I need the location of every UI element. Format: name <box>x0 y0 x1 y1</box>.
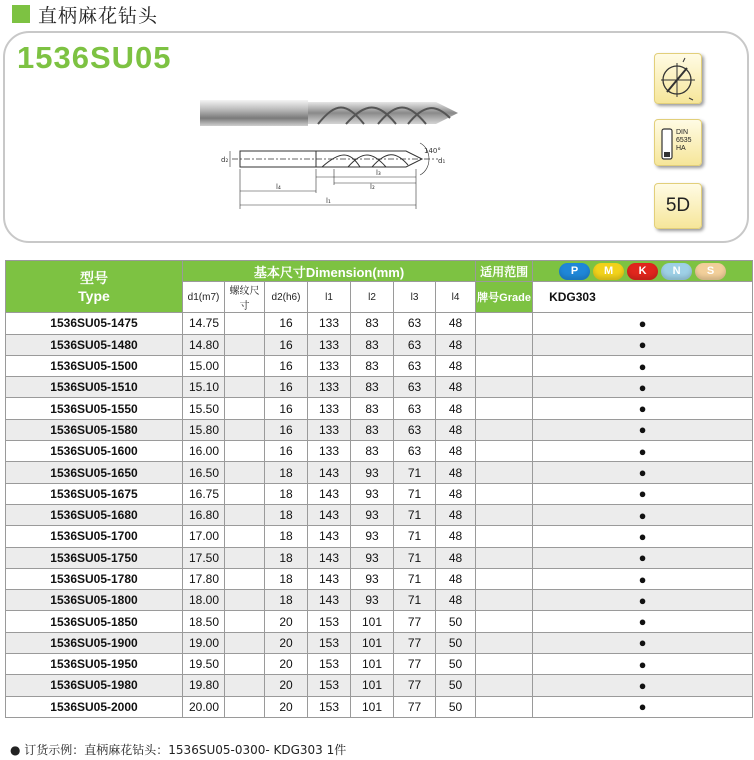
grade-label: 牌号Grade <box>476 282 533 313</box>
l4-cell: 48 <box>436 462 476 483</box>
d2-cell: 16 <box>265 377 308 398</box>
l1-cell: 153 <box>308 675 351 696</box>
label-d2: d₂ <box>221 156 229 164</box>
drill-technical-drawing <box>210 113 448 213</box>
type-cell: 1536SU05-1600 <box>6 441 183 462</box>
table-row <box>6 590 753 611</box>
col-l3: l3 <box>394 282 436 313</box>
table-row <box>6 313 753 334</box>
dimension-header: 基本尺寸Dimension(mm) <box>183 261 476 282</box>
grade-mark-cell: ● <box>533 590 753 611</box>
d2-cell: 18 <box>265 504 308 525</box>
l2-cell: 83 <box>351 398 394 419</box>
grade-mark-cell: ● <box>533 611 753 632</box>
l4-cell: 48 <box>436 398 476 419</box>
l1-cell: 133 <box>308 313 351 334</box>
thread-cell <box>225 334 265 355</box>
d1-cell: 18.50 <box>183 611 225 632</box>
label-l2: l₂ <box>370 183 375 191</box>
l2-cell: 83 <box>351 313 394 334</box>
thread-cell <box>225 611 265 632</box>
d2-cell: 18 <box>265 526 308 547</box>
d2-cell: 16 <box>265 355 308 376</box>
d2-cell: 20 <box>265 632 308 653</box>
type-header-cn: 型号 <box>80 269 108 286</box>
label-l1: l₁ <box>326 197 331 205</box>
table-row <box>6 675 753 696</box>
l3-cell: 63 <box>394 441 436 462</box>
grade-mark-cell: ● <box>533 334 753 355</box>
l1-cell: 143 <box>308 590 351 611</box>
l4-cell: 48 <box>436 313 476 334</box>
table-row <box>6 483 753 504</box>
order-example-note: ● 订货示例：直柄麻花钻头：1536SU05-0300- KDG303 1件 <box>10 743 347 757</box>
d1-cell: 19.50 <box>183 654 225 675</box>
section-marker <box>12 5 30 23</box>
thread-cell <box>225 568 265 589</box>
l1-cell: 153 <box>308 654 351 675</box>
table-row <box>6 334 753 355</box>
d1-cell: 17.50 <box>183 547 225 568</box>
table-row <box>6 611 753 632</box>
range-cell <box>476 696 533 717</box>
type-cell: 1536SU05-1675 <box>6 483 183 504</box>
d1-cell: 15.50 <box>183 398 225 419</box>
table-row <box>6 632 753 653</box>
l2-cell: 83 <box>351 377 394 398</box>
grade-mark-cell: ● <box>533 696 753 717</box>
l1-cell: 143 <box>308 547 351 568</box>
grade-mark-cell: ● <box>533 568 753 589</box>
thread-cell <box>225 654 265 675</box>
grade-mark-cell: ● <box>533 355 753 376</box>
type-cell: 1536SU05-1980 <box>6 675 183 696</box>
table-row <box>6 398 753 419</box>
l4-cell: 48 <box>436 377 476 398</box>
l4-cell: 50 <box>436 696 476 717</box>
grade-value: KDG303 <box>533 282 753 313</box>
d1-cell: 17.00 <box>183 526 225 547</box>
grade-mark-cell: ● <box>533 632 753 653</box>
l4-cell: 48 <box>436 441 476 462</box>
range-cell <box>476 441 533 462</box>
type-cell: 1536SU05-1580 <box>6 419 183 440</box>
l2-cell: 93 <box>351 526 394 547</box>
thread-cell <box>225 355 265 376</box>
col-l4: l4 <box>436 282 476 313</box>
type-header <box>6 261 183 313</box>
section-title: 直柄麻花钻头 <box>38 4 159 27</box>
type-cell: 1536SU05-1480 <box>6 334 183 355</box>
grade-mark-cell: ● <box>533 419 753 440</box>
type-cell: 1536SU05-1950 <box>6 654 183 675</box>
thread-cell <box>225 462 265 483</box>
l2-cell: 93 <box>351 568 394 589</box>
type-cell: 1536SU05-1550 <box>6 398 183 419</box>
thread-cell <box>225 419 265 440</box>
type-cell: 1536SU05-1700 <box>6 526 183 547</box>
l1-cell: 143 <box>308 526 351 547</box>
d2-cell: 20 <box>265 675 308 696</box>
thread-cell <box>225 526 265 547</box>
d2-cell: 18 <box>265 547 308 568</box>
l4-cell: 48 <box>436 419 476 440</box>
l1-cell: 133 <box>308 334 351 355</box>
l1-cell: 133 <box>308 419 351 440</box>
point-geometry-icon <box>654 53 702 104</box>
table-row <box>6 355 753 376</box>
d1-cell: 16.00 <box>183 441 225 462</box>
table-row <box>6 547 753 568</box>
l2-cell: 101 <box>351 675 394 696</box>
l1-cell: 153 <box>308 611 351 632</box>
l3-cell: 71 <box>394 504 436 525</box>
d1-cell: 16.75 <box>183 483 225 504</box>
l1-cell: 133 <box>308 441 351 462</box>
range-cell <box>476 483 533 504</box>
material-badge-m: M <box>593 263 624 280</box>
din-standard-text: DIN 6535 HA <box>676 129 692 152</box>
l3-cell: 71 <box>394 462 436 483</box>
d1-cell: 17.80 <box>183 568 225 589</box>
table-row <box>6 377 753 398</box>
range-cell <box>476 355 533 376</box>
type-cell: 1536SU05-1850 <box>6 611 183 632</box>
l3-cell: 63 <box>394 377 436 398</box>
l2-cell: 101 <box>351 654 394 675</box>
d1-cell: 16.50 <box>183 462 225 483</box>
d1-cell: 15.00 <box>183 355 225 376</box>
l1-cell: 143 <box>308 483 351 504</box>
range-cell <box>476 504 533 525</box>
d2-cell: 16 <box>265 334 308 355</box>
type-cell: 1536SU05-1500 <box>6 355 183 376</box>
grade-mark-cell: ● <box>533 547 753 568</box>
range-cell <box>476 611 533 632</box>
material-badge-k: K <box>627 263 658 280</box>
thread-cell <box>225 377 265 398</box>
l2-cell: 93 <box>351 462 394 483</box>
l3-cell: 77 <box>394 632 436 653</box>
material-badge-p: P <box>559 263 590 280</box>
label-l4: l₄ <box>276 183 281 191</box>
l3-cell: 71 <box>394 483 436 504</box>
thread-cell <box>225 483 265 504</box>
l2-cell: 93 <box>351 504 394 525</box>
l3-cell: 71 <box>394 590 436 611</box>
material-badges-header <box>533 261 753 282</box>
section-header <box>12 2 158 26</box>
grade-mark-cell: ● <box>533 441 753 462</box>
type-cell: 1536SU05-1750 <box>6 547 183 568</box>
l1-cell: 153 <box>308 696 351 717</box>
d1-cell: 16.80 <box>183 504 225 525</box>
l2-cell: 93 <box>351 590 394 611</box>
l4-cell: 48 <box>436 568 476 589</box>
d2-cell: 16 <box>265 313 308 334</box>
range-cell <box>476 526 533 547</box>
l3-cell: 63 <box>394 313 436 334</box>
l2-cell: 101 <box>351 611 394 632</box>
d2-cell: 18 <box>265 483 308 504</box>
l2-cell: 83 <box>351 355 394 376</box>
l2-cell: 93 <box>351 547 394 568</box>
l3-cell: 71 <box>394 547 436 568</box>
length-5d-icon: 5D <box>654 183 702 229</box>
thread-cell <box>225 632 265 653</box>
l4-cell: 50 <box>436 675 476 696</box>
l2-cell: 101 <box>351 696 394 717</box>
table-row <box>6 696 753 717</box>
range-cell <box>476 334 533 355</box>
table-row <box>6 441 753 462</box>
thread-cell <box>225 675 265 696</box>
l1-cell: 153 <box>308 632 351 653</box>
material-badge-n: N <box>661 263 692 280</box>
table-row <box>6 504 753 525</box>
d1-cell: 20.00 <box>183 696 225 717</box>
range-cell <box>476 675 533 696</box>
label-d1: d₁ <box>438 157 446 165</box>
d2-cell: 16 <box>265 441 308 462</box>
col-d2: d2(h6) <box>265 282 308 313</box>
l1-cell: 133 <box>308 355 351 376</box>
d1-cell: 19.00 <box>183 632 225 653</box>
l3-cell: 63 <box>394 398 436 419</box>
grade-mark-cell: ● <box>533 377 753 398</box>
d1-cell: 15.10 <box>183 377 225 398</box>
grade-mark-cell: ● <box>533 313 753 334</box>
d2-cell: 20 <box>265 611 308 632</box>
l1-cell: 143 <box>308 462 351 483</box>
d1-cell: 18.00 <box>183 590 225 611</box>
spec-table <box>5 260 753 718</box>
thread-cell <box>225 398 265 419</box>
l2-cell: 83 <box>351 334 394 355</box>
table-row <box>6 568 753 589</box>
d2-cell: 16 <box>265 419 308 440</box>
l3-cell: 77 <box>394 611 436 632</box>
type-cell: 1536SU05-1800 <box>6 590 183 611</box>
type-cell: 1536SU05-1510 <box>6 377 183 398</box>
type-header-en: Type <box>78 287 110 304</box>
thread-cell <box>225 504 265 525</box>
grade-mark-cell: ● <box>533 483 753 504</box>
d1-cell: 14.80 <box>183 334 225 355</box>
thread-cell <box>225 313 265 334</box>
l4-cell: 48 <box>436 355 476 376</box>
d2-cell: 18 <box>265 462 308 483</box>
grade-mark-cell: ● <box>533 675 753 696</box>
l4-cell: 50 <box>436 632 476 653</box>
table-row <box>6 462 753 483</box>
thread-cell <box>225 590 265 611</box>
l4-cell: 48 <box>436 590 476 611</box>
grade-mark-cell: ● <box>533 398 753 419</box>
range-header: 适用范围 <box>476 261 533 282</box>
l1-cell: 143 <box>308 568 351 589</box>
type-cell: 1536SU05-1650 <box>6 462 183 483</box>
l4-cell: 50 <box>436 654 476 675</box>
grade-mark-cell: ● <box>533 654 753 675</box>
l4-cell: 48 <box>436 483 476 504</box>
din-standard-icon <box>654 119 702 166</box>
l3-cell: 77 <box>394 696 436 717</box>
d2-cell: 20 <box>265 654 308 675</box>
l2-cell: 101 <box>351 632 394 653</box>
grade-mark-cell: ● <box>533 462 753 483</box>
col-l1: l1 <box>308 282 351 313</box>
d2-cell: 20 <box>265 696 308 717</box>
l2-cell: 93 <box>351 483 394 504</box>
d2-cell: 18 <box>265 568 308 589</box>
d2-cell: 18 <box>265 590 308 611</box>
type-cell: 1536SU05-1680 <box>6 504 183 525</box>
label-angle: 140° <box>424 147 441 155</box>
label-l3: l₃ <box>376 169 381 177</box>
l1-cell: 143 <box>308 504 351 525</box>
range-cell <box>476 419 533 440</box>
l2-cell: 83 <box>351 441 394 462</box>
type-cell: 1536SU05-1475 <box>6 313 183 334</box>
range-cell <box>476 568 533 589</box>
col-thread: 螺纹尺寸 <box>225 282 265 313</box>
l4-cell: 48 <box>436 547 476 568</box>
grade-mark-cell: ● <box>533 526 753 547</box>
range-cell <box>476 377 533 398</box>
d2-cell: 16 <box>265 398 308 419</box>
l1-cell: 133 <box>308 377 351 398</box>
l3-cell: 77 <box>394 654 436 675</box>
table-row <box>6 419 753 440</box>
thread-cell <box>225 441 265 462</box>
l3-cell: 71 <box>394 526 436 547</box>
l1-cell: 133 <box>308 398 351 419</box>
range-cell <box>476 632 533 653</box>
d1-cell: 19.80 <box>183 675 225 696</box>
l3-cell: 71 <box>394 568 436 589</box>
range-cell <box>476 462 533 483</box>
type-cell: 1536SU05-1780 <box>6 568 183 589</box>
l4-cell: 50 <box>436 611 476 632</box>
l3-cell: 63 <box>394 355 436 376</box>
l4-cell: 48 <box>436 504 476 525</box>
table-row <box>6 526 753 547</box>
thread-cell <box>225 696 265 717</box>
type-cell: 1536SU05-1900 <box>6 632 183 653</box>
thread-cell <box>225 547 265 568</box>
range-cell <box>476 590 533 611</box>
type-cell: 1536SU05-2000 <box>6 696 183 717</box>
col-l2: l2 <box>351 282 394 313</box>
product-code: 1536SU05 <box>17 40 172 75</box>
l4-cell: 48 <box>436 526 476 547</box>
grade-mark-cell: ● <box>533 504 753 525</box>
l4-cell: 48 <box>436 334 476 355</box>
l3-cell: 77 <box>394 675 436 696</box>
range-cell <box>476 398 533 419</box>
material-badge-s: S <box>695 263 726 280</box>
d1-cell: 14.75 <box>183 313 225 334</box>
d1-cell: 15.80 <box>183 419 225 440</box>
col-d1: d1(m7) <box>183 282 225 313</box>
table-row <box>6 654 753 675</box>
range-cell <box>476 654 533 675</box>
range-cell <box>476 313 533 334</box>
range-cell <box>476 547 533 568</box>
l3-cell: 63 <box>394 334 436 355</box>
l3-cell: 63 <box>394 419 436 440</box>
l2-cell: 83 <box>351 419 394 440</box>
